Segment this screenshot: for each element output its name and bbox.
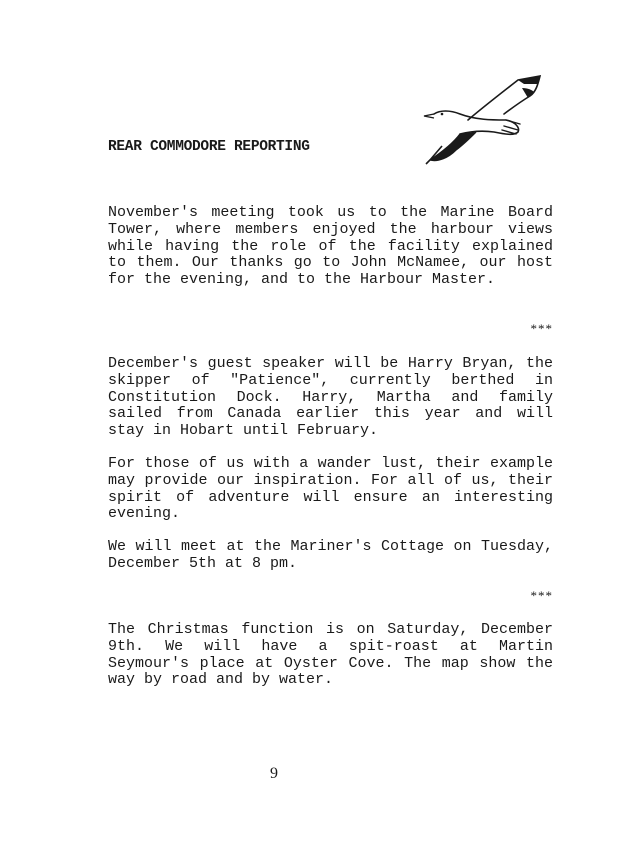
paragraph-christmas-function: The Christmas function is on Saturday, December 9th. We will have a spit-roast at Martin Seymour's place at Oyster Cove. The map show the way by road and by water. — [108, 621, 553, 689]
paragraph-inspiration: For those of us with a wander lust, their example may provide our inspiration. For all of us, their spirit of adventure will ensure an interesting evening. — [108, 455, 553, 523]
section-separator: *** — [530, 588, 553, 603]
section-separator: *** — [530, 321, 553, 336]
seagull-icon — [420, 72, 550, 172]
paragraph-november-meeting: November's meeting took us to the Marine Board Tower, where members enjoyed the harbour views while having the role of the facility explained to them. Our thanks go to John McNamee, our host for the evening, and to the Harbour Master. — [108, 204, 553, 289]
paragraph-meeting-details: We will meet at the Mariner's Cottage on Tuesday, December 5th at 8 pm. — [108, 538, 553, 572]
page-number: 9 — [270, 765, 278, 782]
paragraph-december-speaker: December's guest speaker will be Harry Bryan, the skipper of "Patience", currently berthed in Constitution Dock. Harry, Martha and family sailed from Canada earlier this year and will stay in Hobart until February. — [108, 355, 553, 440]
page-title: REAR COMMODORE REPORTING — [108, 139, 310, 155]
